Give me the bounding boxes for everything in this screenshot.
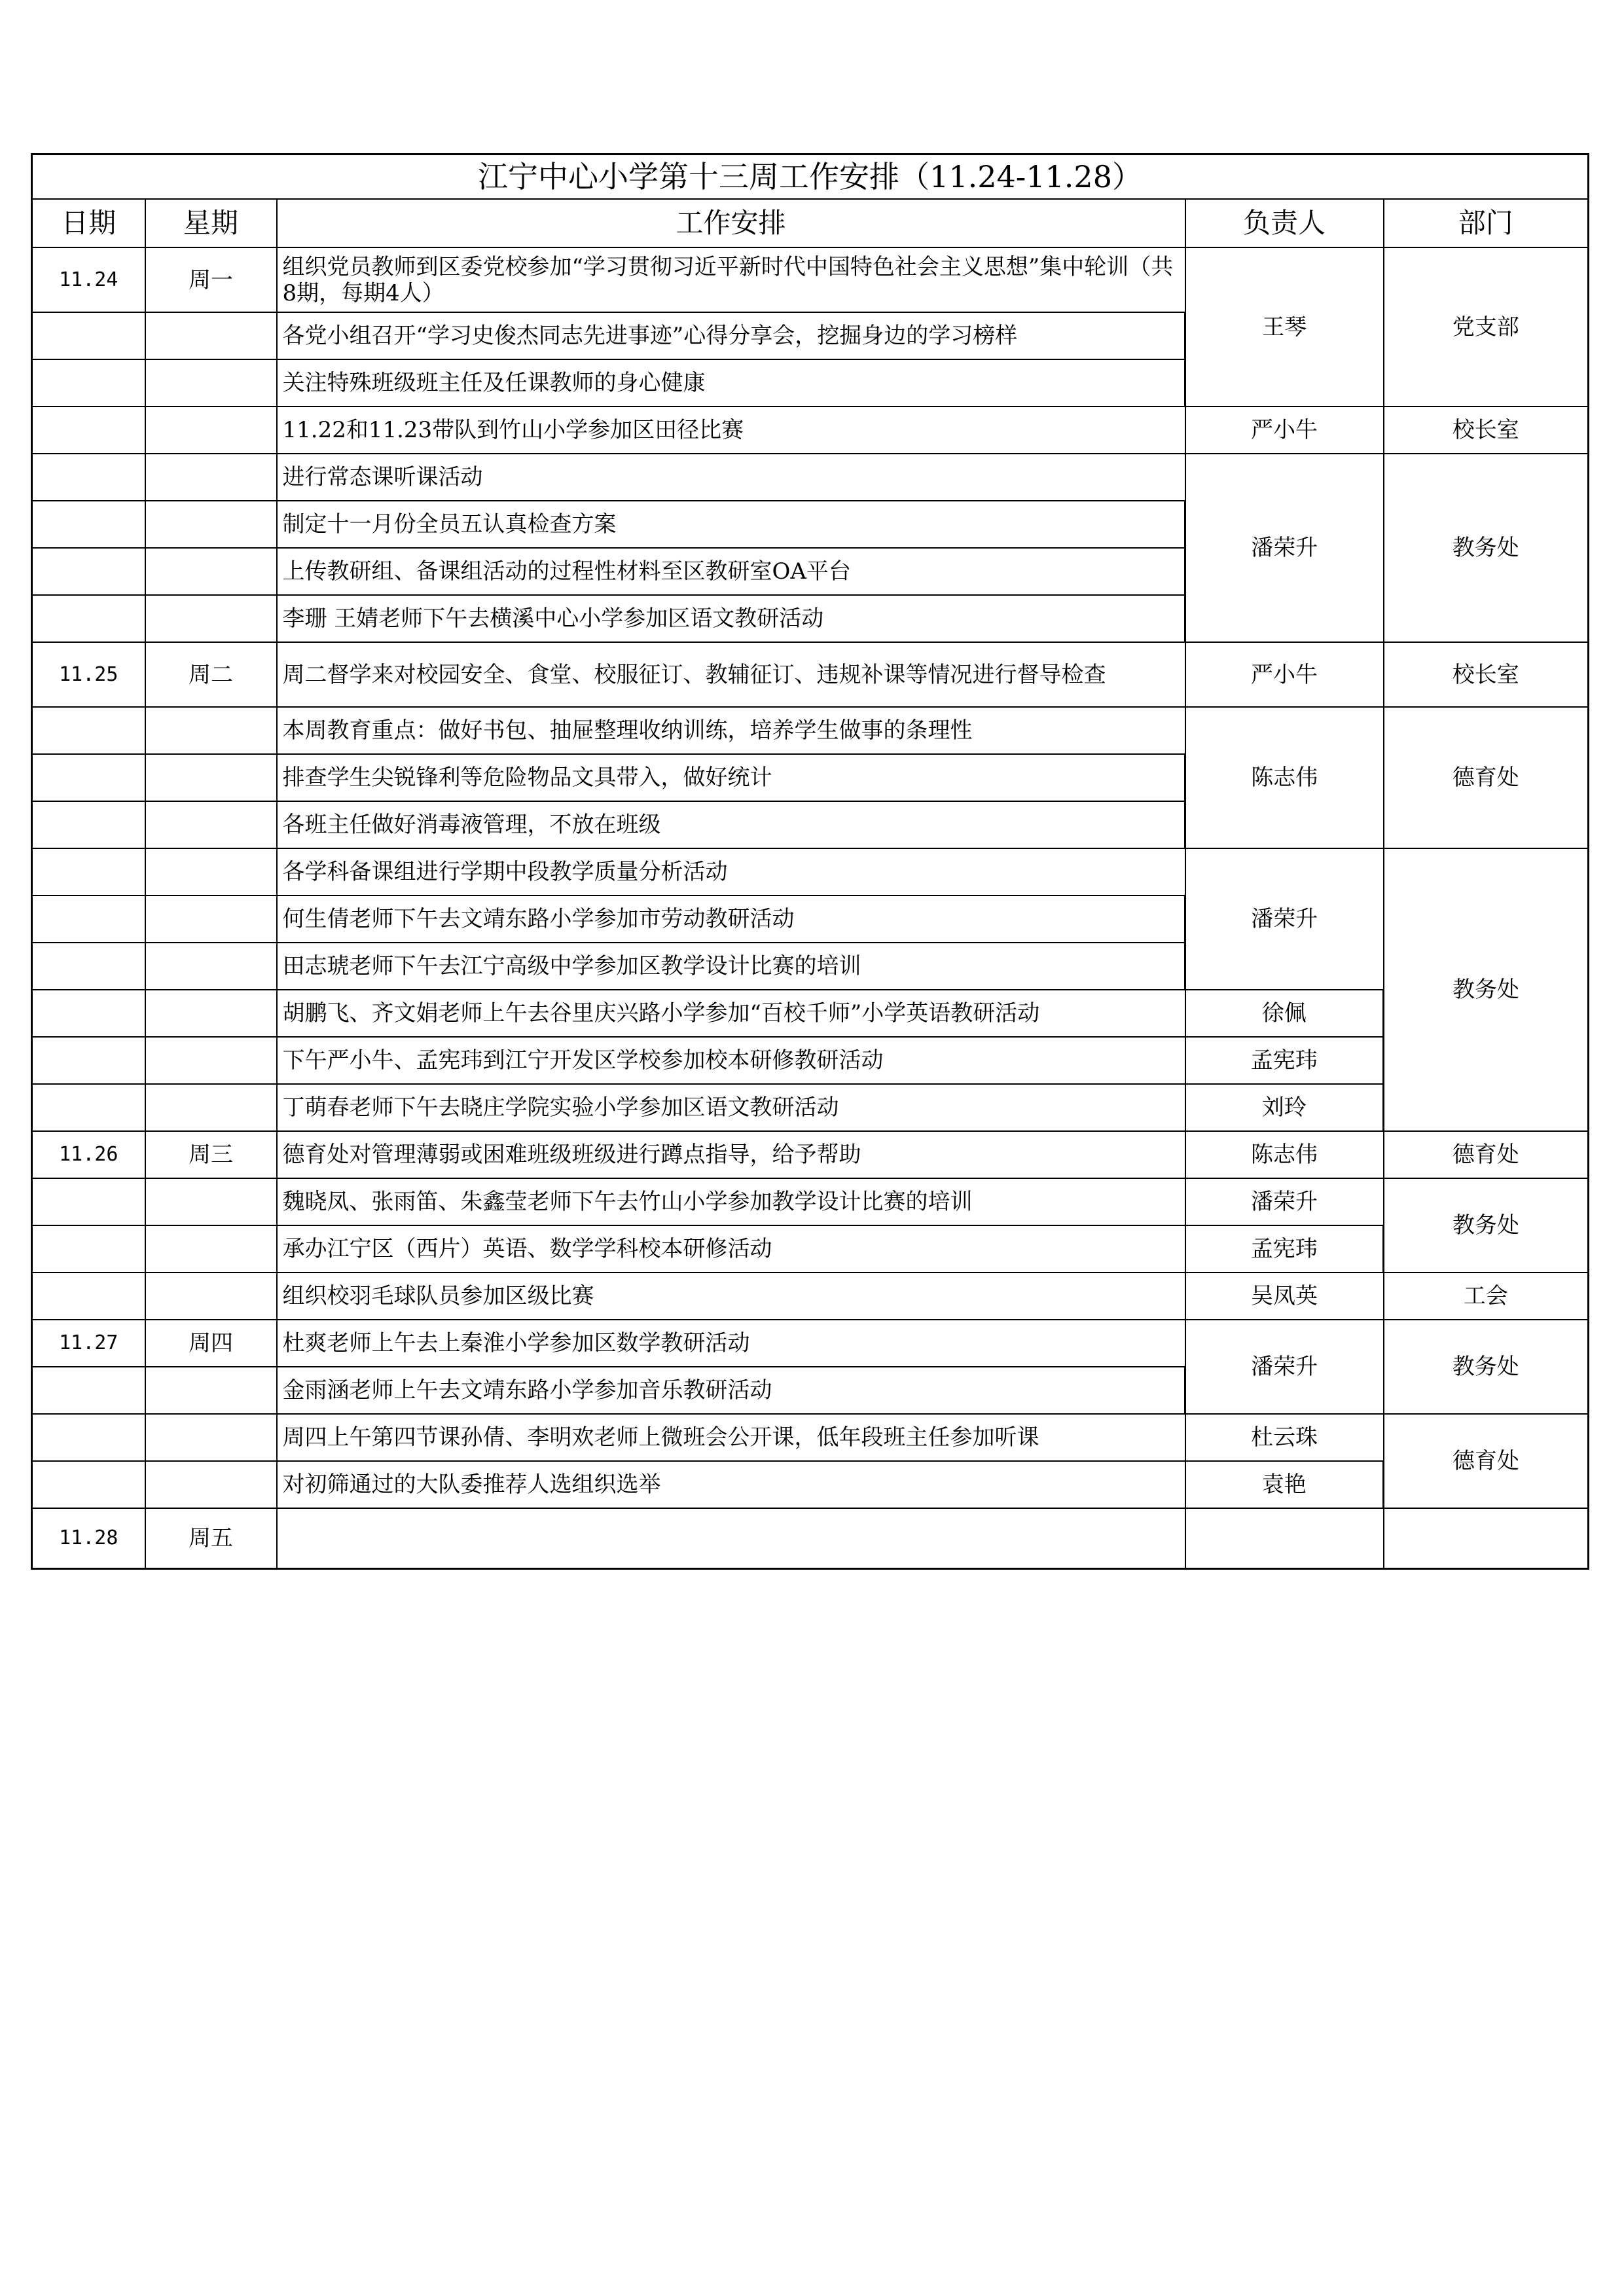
owner-cell [1185, 1508, 1384, 1569]
weekday-cell [145, 1461, 277, 1508]
header-task: 工作安排 [277, 199, 1185, 247]
table-row [32, 1084, 1589, 1131]
task-cell: 上传教研组、备课组活动的过程性材料至区教研室OA平台 [277, 548, 1185, 595]
weekday-cell [145, 595, 277, 642]
header-weekday: 星期 [145, 199, 277, 247]
dept-cell: 德育处 [1384, 1414, 1589, 1508]
task-cell: 关注特殊班级班主任及任课教师的身心健康 [277, 359, 1185, 407]
date-cell [32, 312, 145, 359]
dept-cell: 校长室 [1384, 407, 1589, 454]
task-cell: 各学科备课组进行学期中段教学质量分析活动 [277, 848, 1185, 895]
table-row [32, 1320, 1589, 1367]
weekday-cell: 周五 [145, 1508, 277, 1569]
date-cell [32, 359, 145, 407]
owner-cell: 徐佩 [1185, 990, 1384, 1037]
owner-cell: 潘荣升 [1185, 1178, 1384, 1225]
owner-cell: 潘荣升 [1185, 848, 1384, 990]
task-cell: 周二督学来对校园安全、食堂、校服征订、教辅征订、违规补课等情况进行督导检查 [277, 642, 1185, 707]
date-cell [32, 595, 145, 642]
owner-cell: 杜云珠 [1185, 1414, 1384, 1461]
table-row [32, 454, 1589, 501]
page-title: 江宁中心小学第十三周工作安排（11.24-11.28） [32, 154, 1589, 200]
weekday-cell [145, 1225, 277, 1273]
task-cell: 进行常态课听课活动 [277, 454, 1185, 501]
weekday-cell [145, 895, 277, 943]
date-cell [32, 1414, 145, 1461]
task-cell: 各党小组召开“学习史俊杰同志先进事迹”心得分享会，挖掘身边的学习榜样 [277, 312, 1185, 359]
weekday-cell [145, 848, 277, 895]
weekday-cell [145, 359, 277, 407]
date-cell [32, 754, 145, 801]
weekday-cell [145, 801, 277, 848]
date-cell [32, 454, 145, 501]
date-cell [32, 1037, 145, 1084]
weekday-cell [145, 501, 277, 548]
task-cell: 金雨涵老师上午去文靖东路小学参加音乐教研活动 [277, 1367, 1185, 1414]
table-row [32, 1508, 1589, 1569]
date-cell [32, 895, 145, 943]
header-dept: 部门 [1384, 199, 1589, 247]
owner-cell: 王琴 [1185, 247, 1384, 407]
owner-cell: 刘玲 [1185, 1084, 1384, 1131]
weekday-cell [145, 707, 277, 754]
table-row [32, 1273, 1589, 1320]
schedule-table [31, 153, 1589, 1570]
dept-cell: 德育处 [1384, 1131, 1589, 1178]
dept-cell: 教务处 [1384, 1320, 1589, 1414]
header-owner: 负责人 [1185, 199, 1384, 247]
task-cell: 何生倩老师下午去文靖东路小学参加市劳动教研活动 [277, 895, 1185, 943]
table-row [32, 1178, 1589, 1225]
task-cell: 杜爽老师上午去上秦淮小学参加区数学教研活动 [277, 1320, 1185, 1367]
dept-cell: 教务处 [1384, 454, 1589, 642]
owner-cell: 严小牛 [1185, 642, 1384, 707]
weekday-cell [145, 1178, 277, 1225]
dept-cell [1384, 1508, 1589, 1569]
header-row [32, 199, 1589, 247]
date-cell: 11.27 [32, 1320, 145, 1367]
table-row [32, 1414, 1589, 1461]
weekday-cell: 周二 [145, 642, 277, 707]
table-row [32, 707, 1589, 754]
weekday-cell [145, 1084, 277, 1131]
date-cell [32, 548, 145, 595]
weekday-cell [145, 754, 277, 801]
header-date: 日期 [32, 199, 145, 247]
dept-cell: 教务处 [1384, 848, 1589, 1131]
weekday-cell: 周四 [145, 1320, 277, 1367]
owner-cell: 袁艳 [1185, 1461, 1384, 1508]
table-row [32, 1131, 1589, 1178]
date-cell: 11.26 [32, 1131, 145, 1178]
weekday-cell [145, 312, 277, 359]
table-row [32, 642, 1589, 707]
weekday-cell: 周一 [145, 247, 277, 312]
owner-cell: 潘荣升 [1185, 454, 1384, 642]
task-cell: 下午严小牛、孟宪玮到江宁开发区学校参加校本研修教研活动 [277, 1037, 1185, 1084]
date-cell [32, 501, 145, 548]
date-cell [32, 848, 145, 895]
table-row [32, 990, 1589, 1037]
task-cell: 对初筛通过的大队委推荐人选组织选举 [277, 1461, 1185, 1508]
owner-cell: 陈志伟 [1185, 1131, 1384, 1178]
dept-cell: 校长室 [1384, 642, 1589, 707]
task-cell: 丁萌春老师下午去晓庄学院实验小学参加区语文教研活动 [277, 1084, 1185, 1131]
task-cell: 制定十一月份全员五认真检查方案 [277, 501, 1185, 548]
task-cell: 承办江宁区（西片）英语、数学学科校本研修活动 [277, 1225, 1185, 1273]
task-cell: 胡鹏飞、齐文娟老师上午去谷里庆兴路小学参加“百校千师”小学英语教研活动 [277, 990, 1185, 1037]
task-cell: 田志琥老师下午去江宁高级中学参加区教学设计比赛的培训 [277, 943, 1185, 990]
weekday-cell [145, 407, 277, 454]
date-cell [32, 1084, 145, 1131]
task-cell: 排查学生尖锐锋利等危险物品文具带入，做好统计 [277, 754, 1185, 801]
weekday-cell [145, 1367, 277, 1414]
date-cell [32, 407, 145, 454]
date-cell [32, 1225, 145, 1273]
weekday-cell: 周三 [145, 1131, 277, 1178]
date-cell: 11.28 [32, 1508, 145, 1569]
date-cell [32, 707, 145, 754]
weekday-cell [145, 1414, 277, 1461]
date-cell [32, 1178, 145, 1225]
date-cell: 11.25 [32, 642, 145, 707]
table-row [32, 848, 1589, 895]
dept-cell: 工会 [1384, 1273, 1589, 1320]
task-cell: 组织校羽毛球队员参加区级比赛 [277, 1273, 1185, 1320]
task-cell: 各班主任做好消毒液管理，不放在班级 [277, 801, 1185, 848]
weekday-cell [145, 1273, 277, 1320]
table-row [32, 1461, 1589, 1508]
dept-cell: 党支部 [1384, 247, 1589, 407]
task-cell: 组织党员教师到区委党校参加“学习贯彻习近平新时代中国特色社会主义思想”集中轮训（共8期，每期4人） [277, 247, 1185, 312]
weekday-cell [145, 454, 277, 501]
task-cell: 周四上午第四节课孙倩、李明欢老师上微班会公开课，低年段班主任参加听课 [277, 1414, 1185, 1461]
weekday-cell [145, 990, 277, 1037]
owner-cell: 潘荣升 [1185, 1320, 1384, 1414]
task-cell [277, 1508, 1185, 1569]
date-cell [32, 1273, 145, 1320]
table-row [32, 1225, 1589, 1273]
weekday-cell [145, 1037, 277, 1084]
owner-cell: 严小牛 [1185, 407, 1384, 454]
date-cell: 11.24 [32, 247, 145, 312]
owner-cell: 孟宪玮 [1185, 1225, 1384, 1273]
owner-cell: 孟宪玮 [1185, 1037, 1384, 1084]
dept-cell: 教务处 [1384, 1178, 1589, 1273]
weekday-cell [145, 548, 277, 595]
date-cell [32, 801, 145, 848]
weekday-cell [145, 943, 277, 990]
task-cell: 李珊 王婧老师下午去横溪中心小学参加区语文教研活动 [277, 595, 1185, 642]
table-row [32, 1037, 1589, 1084]
task-cell: 德育处对管理薄弱或困难班级班级进行蹲点指导，给予帮助 [277, 1131, 1185, 1178]
task-cell: 魏晓凤、张雨笛、朱鑫莹老师下午去竹山小学参加教学设计比赛的培训 [277, 1178, 1185, 1225]
task-cell: 11.22和11.23带队到竹山小学参加区田径比赛 [277, 407, 1185, 454]
date-cell [32, 990, 145, 1037]
date-cell [32, 1367, 145, 1414]
table-row [32, 407, 1589, 454]
date-cell [32, 1461, 145, 1508]
dept-cell: 德育处 [1384, 707, 1589, 848]
owner-cell: 陈志伟 [1185, 707, 1384, 848]
owner-cell: 吴凤英 [1185, 1273, 1384, 1320]
date-cell [32, 943, 145, 990]
task-cell: 本周教育重点：做好书包、抽屉整理收纳训练，培养学生做事的条理性 [277, 707, 1185, 754]
table-row [32, 247, 1589, 312]
